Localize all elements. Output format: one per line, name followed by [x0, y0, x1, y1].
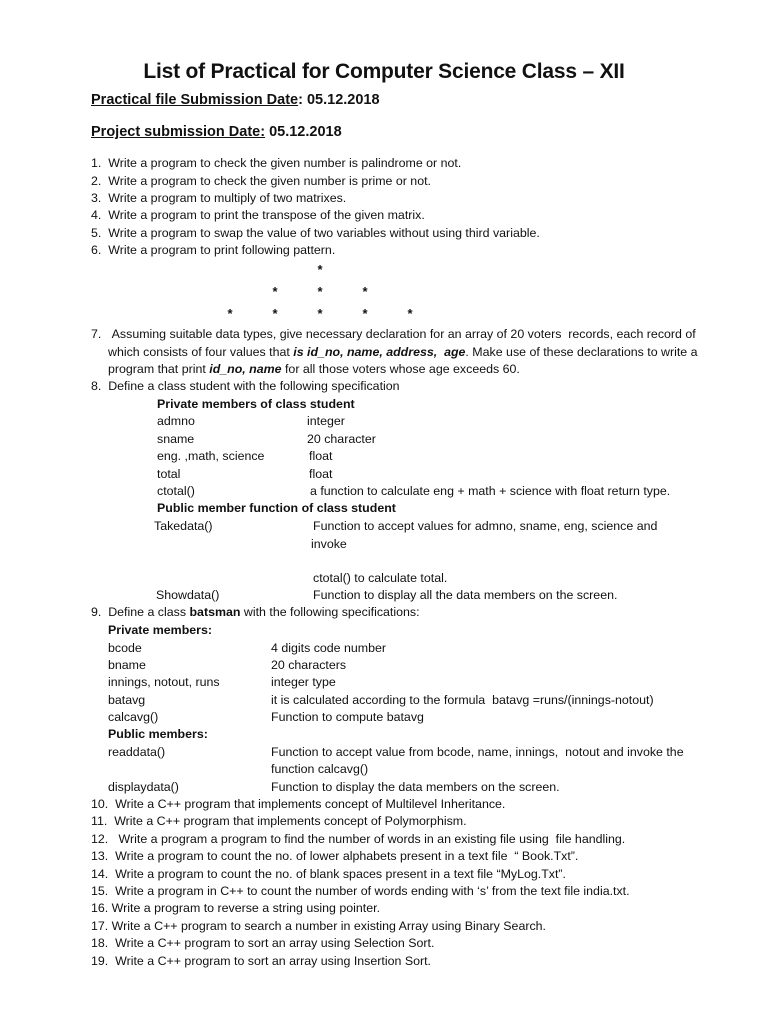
- pattern-star: *: [227, 306, 233, 321]
- member-desc: Function to accept value from bcode, name, innings, notout and invoke the: [271, 745, 684, 759]
- member-name: bname: [108, 658, 146, 672]
- list-item: 9. Define a class batsman with the following specifications:: [91, 605, 420, 619]
- list-item: 4. Write a program to print the transpose of the given matrix.: [91, 208, 425, 222]
- list-item: 13. Write a program to count the no. of lower alphabets present in a text file “ Book.Txt”.: [91, 849, 579, 863]
- member-name: eng. ,math, science: [157, 449, 265, 463]
- member-name: ctotal(): [157, 484, 195, 498]
- list-item: 3. Write a program to multiply of two matrixes.: [91, 191, 347, 205]
- pattern-star: *: [317, 306, 323, 321]
- practical-date-label: Practical file Submission Date: [91, 92, 299, 108]
- list-item: 12. Write a program a program to find the number of words in an existing file using file handling.: [91, 832, 626, 846]
- list-item: 19. Write a C++ program to sort an array using Insertion Sort.: [91, 954, 431, 968]
- list-item: 5. Write a program to swap the value of two variables without using third variable.: [91, 226, 540, 240]
- list-item: 16. Write a program to reverse a string using pointer.: [91, 901, 381, 915]
- member-type: 20 characters: [271, 658, 347, 672]
- member-type: 4 digits code number: [271, 641, 387, 655]
- student-public-heading: Public member function of class student: [157, 501, 396, 515]
- member-name: sname: [157, 432, 195, 446]
- list-item-continuation: program that print id_no, name for all those voters whose age exceeds 60.: [108, 362, 520, 376]
- page-title: List of Practical for Computer Science Class – XII: [143, 60, 625, 83]
- batsman-public-heading: Public members:: [108, 727, 208, 741]
- list-item: 17. Write a C++ program to search a number in existing Array using Binary Search.: [91, 919, 546, 933]
- member-desc: invoke: [311, 537, 347, 551]
- member-name: total: [157, 467, 181, 481]
- list-item: 8. Define a class student with the following specification: [91, 379, 400, 393]
- pattern-star: *: [362, 306, 368, 321]
- project-date-label: Project submission Date:: [91, 124, 266, 140]
- member-type: float: [309, 449, 333, 463]
- member-name: Showdata(): [156, 588, 220, 602]
- practical-date-sep: :: [298, 92, 307, 108]
- list-item: 14. Write a program to count the no. of blank spaces present in a text file “MyLog.Txt”.: [91, 867, 566, 881]
- pattern-star: *: [317, 284, 323, 299]
- member-name: batavg: [108, 693, 146, 707]
- project-submission-date: [91, 124, 342, 140]
- member-type: integer type: [271, 675, 336, 689]
- practical-date-value: 05.12.2018: [306, 92, 380, 108]
- batsman-private-heading: Private members:: [108, 623, 212, 637]
- member-type: float: [309, 467, 333, 481]
- member-desc: Function to compute batavg: [271, 710, 424, 724]
- member-name: calcavg(): [108, 710, 159, 724]
- list-item: 6. Write a program to print following pattern.: [91, 243, 336, 257]
- member-name: innings, notout, runs: [108, 675, 220, 689]
- member-type: 20 character: [307, 432, 376, 446]
- list-item: 11. Write a C++ program that implements concept of Polymorphism.: [91, 814, 467, 828]
- list-item: 10. Write a C++ program that implements concept of Multilevel Inheritance.: [91, 797, 506, 811]
- member-name: bcode: [108, 641, 142, 655]
- member-name: displaydata(): [108, 780, 179, 794]
- practical-submission-date: [91, 92, 380, 108]
- list-item: 15. Write a program in C++ to count the number of words ending with ‘s’ from the text file india.txt.: [91, 884, 630, 898]
- member-desc: Function to display all the data members on the screen.: [313, 588, 618, 602]
- pattern-star: *: [407, 306, 413, 321]
- member-desc: function calcavg(): [271, 762, 369, 776]
- member-name: readdata(): [108, 745, 166, 759]
- member-desc: Function to accept values for admno, sname, eng, science and: [313, 519, 658, 533]
- member-type: a function to calculate eng + math + science with float return type.: [310, 484, 671, 498]
- member-desc: Function to display the data members on the screen.: [271, 780, 560, 794]
- pattern-star: *: [317, 262, 323, 277]
- member-desc: ctotal() to calculate total.: [313, 571, 448, 585]
- pattern-star: *: [272, 306, 278, 321]
- list-item: 7. Assuming suitable data types, give necessary declaration for an array of 20 voters records, each record of: [91, 327, 696, 341]
- list-item-continuation: which consists of four values that is id_no, name, address, age. Make use of these declarations to write a: [108, 345, 698, 359]
- project-date-value: 05.12.2018: [269, 124, 342, 140]
- member-name: admno: [157, 414, 195, 428]
- member-name: Takedata(): [154, 519, 213, 533]
- list-item: 2. Write a program to check the given number is prime or not.: [91, 174, 431, 188]
- list-item: 18. Write a C++ program to sort an array using Selection Sort.: [91, 936, 435, 950]
- member-type: it is calculated according to the formula batavg =runs/(innings-notout): [271, 693, 654, 707]
- list-item: 1. Write a program to check the given number is palindrome or not.: [91, 156, 462, 170]
- member-type: integer: [307, 414, 345, 428]
- student-private-heading: Private members of class student: [157, 397, 355, 411]
- pattern-star: *: [362, 284, 368, 299]
- pattern-star: *: [272, 284, 278, 299]
